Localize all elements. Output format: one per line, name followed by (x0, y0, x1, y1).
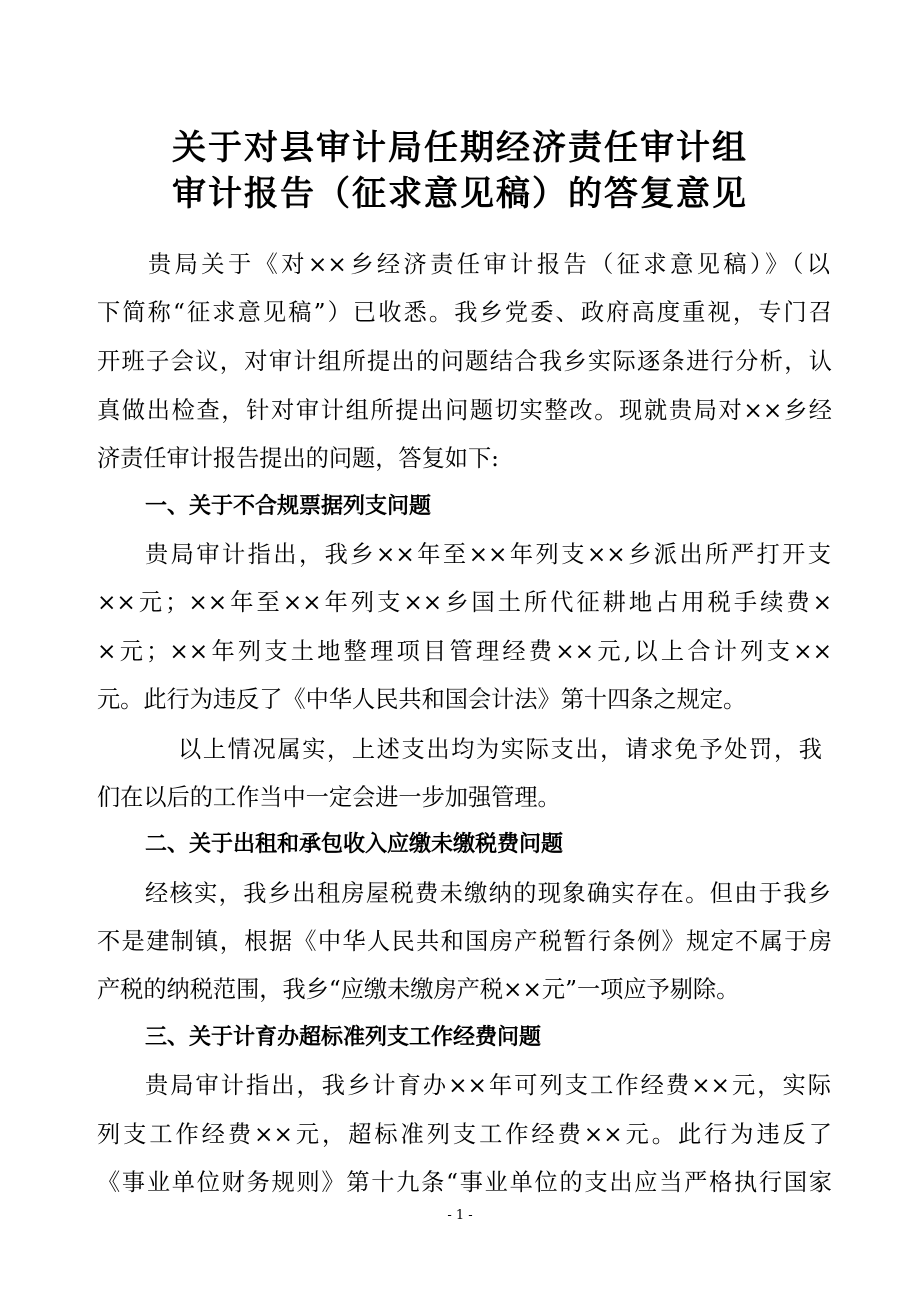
section-3-heading: 三、关于计育办超标准列支工作经费问题 (145, 1025, 542, 1050)
document-title-line-2: 审计报告（征求意见稿）的答复意见 (172, 174, 748, 214)
section-2-para-1-line-3: 产税的纳税范围，我乡“应缴未缴房产税××元”一项应予剔除。 (97, 976, 740, 1003)
section-2-para-1-line-1: 经核实，我乡出租房屋税费未缴纳的现象确实存在。但由于我乡 (145, 880, 831, 907)
intro-line-4: 真做出检查，针对审计组所提出问题切实整改。现就贵局对××乡经 (97, 397, 832, 424)
section-1-para-2-line-2: 们在以后的工作当中一定会进一步加强管理。 (97, 784, 561, 811)
intro-line-3: 开班子会议，对审计组所提出的问题结合我乡实际逐条进行分析，认 (97, 348, 832, 375)
section-1-para-1-line-4: 元。此行为违反了《中华人民共和国会计法》第十四条之规定。 (97, 686, 747, 713)
section-3-para-1-line-2: 列支工作经费××元，超标准列支工作经费××元。此行为违反了 (97, 1121, 832, 1148)
section-1-para-1-line-1: 贵局审计指出，我乡××年至××年列支××乡派出所严打开支 (145, 541, 831, 568)
section-3-para-1-line-3: 《事业单位财务规则》第十九条“事业单位的支出应当严格执行国家 (97, 1169, 832, 1196)
section-1-para-1-line-3: ×元；××年列支土地整理项目管理经费××元,以上合计列支×× (97, 638, 832, 665)
section-1-heading: 一、关于不合规票据列支问题 (145, 494, 432, 519)
intro-line-5: 济责任审计报告提出的问题，答复如下: (97, 445, 499, 472)
section-1-para-1-line-2: ××元；××年至××年列支××乡国土所代征耕地占用税手续费× (97, 589, 832, 616)
page-number: - 1 - (447, 1208, 473, 1223)
section-2-heading: 二、关于出租和承包收入应缴未缴税费问题 (145, 832, 564, 857)
intro-line-2: 下简称“征求意见稿”）已收悉。我乡党委、政府高度重视，专门召 (97, 299, 832, 326)
section-3-para-1-line-1: 贵局审计指出，我乡计育办××年可列支工作经费××元，实际 (145, 1072, 831, 1099)
document-title-line-1: 关于对县审计局任期经济责任审计组 (172, 128, 748, 168)
intro-line-1: 贵局关于《对××乡经济责任审计报告（征求意见稿）》（以 (148, 251, 830, 278)
section-1-para-2-line-1: 以上情况属实，上述支出均为实际支出，请求免予处罚，我 (178, 736, 822, 763)
section-2-para-1-line-2: 不是建制镇，根据《中华人民共和国房产税暂行条例》规定不属于房 (97, 928, 832, 955)
